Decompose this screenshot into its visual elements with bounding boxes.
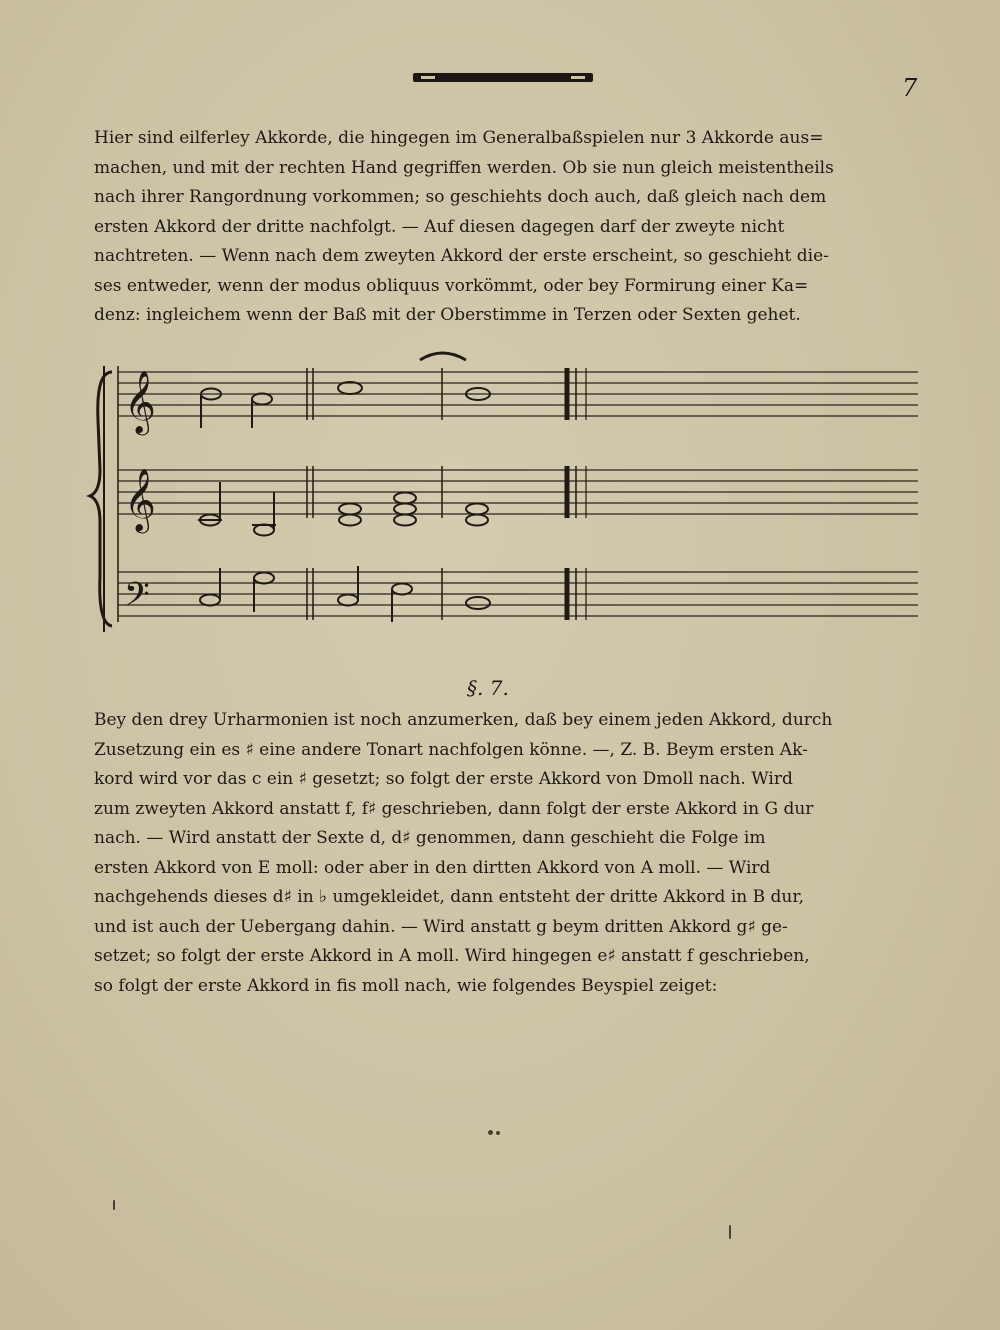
text-line: zum zweyten Akkord anstatt f, f♯ geschrieben, dann folgt der erste Akkord in G dur [94, 798, 814, 819]
treble-clef-icon: 𝄞 [124, 370, 156, 433]
slur-mark [420, 353, 466, 360]
staff-treble-upper [118, 372, 918, 416]
page-number: 7 [902, 74, 918, 102]
text-line: Hier sind eilferley Akkorde, die hingegen im Generalbaßspielen nur 3 Akkorde aus= [94, 128, 824, 148]
text-line: nach. — Wird anstatt der Sexte d, d♯ genommen, dann geschieht die Folge im [94, 828, 766, 848]
notes-middle [198, 482, 488, 536]
staff-bass [118, 572, 918, 616]
text-line: ersten Akkord der dritte nachfolgt. — Auf diesen dagegen darf der zweyte nicht [94, 216, 785, 237]
text-line: ses entweder, wenn der modus obliquus vorkömmt, oder bey Formirung einer Ka= [94, 275, 809, 296]
paragraph-2 [94, 706, 924, 1001]
text-line: ersten Akkord von E moll: oder aber in den dirtten Akkord von A moll. — Wird [94, 857, 771, 878]
text-line: machen, und mit der rechten Hand gegriffen werden. Ob sie nun gleich meistentheils [94, 157, 834, 178]
text-line: nachgehends dieses d♯ in ♭ umgekleidet, dann entsteht der dritte Akkord in B dur, [94, 887, 805, 907]
staff-treble-lower [118, 470, 918, 514]
text-line: Zusetzung ein es ♯ eine andere Tonart nachfolgen könne. —, Z. B. Beym ersten Ak- [94, 739, 808, 760]
text-line: setzet; so folgt der erste Akkord in A moll. Wird hingegen e♯ anstatt f geschrieben, [94, 946, 810, 966]
text-line: und ist auch der Uebergang dahin. — Wird anstatt g beym dritten Akkord g♯ ge- [94, 916, 788, 937]
section-heading: §. 7. [467, 676, 509, 700]
system-brace [90, 372, 112, 626]
treble-clef-icon: 𝄞 [124, 468, 156, 531]
text-line: kord wird vor das c ein ♯ gesetzt; so folgt der erste Akkord von Dmoll nach. Wird [94, 769, 793, 789]
text-line: so folgt der erste Akkord in fis moll nach, wie folgendes Beyspiel zeiget: [94, 975, 718, 996]
text-line: Bey den drey Urharmonien ist noch anzumerken, daß bey einem jeden Akkord, durch [94, 710, 833, 730]
text-line: nachtreten. — Wenn nach dem zweyten Akkord der erste erscheint, so geschieht die- [94, 246, 829, 266]
bass-clef-icon: 𝄢 [124, 576, 150, 622]
text-line: denz: ingleichem wenn der Baß mit der Oberstimme in Terzen oder Sexten gehet. [94, 305, 801, 325]
text-line: nach ihrer Rangordnung vorkommen; so geschiehts doch auch, daß gleich nach dem [94, 187, 827, 207]
